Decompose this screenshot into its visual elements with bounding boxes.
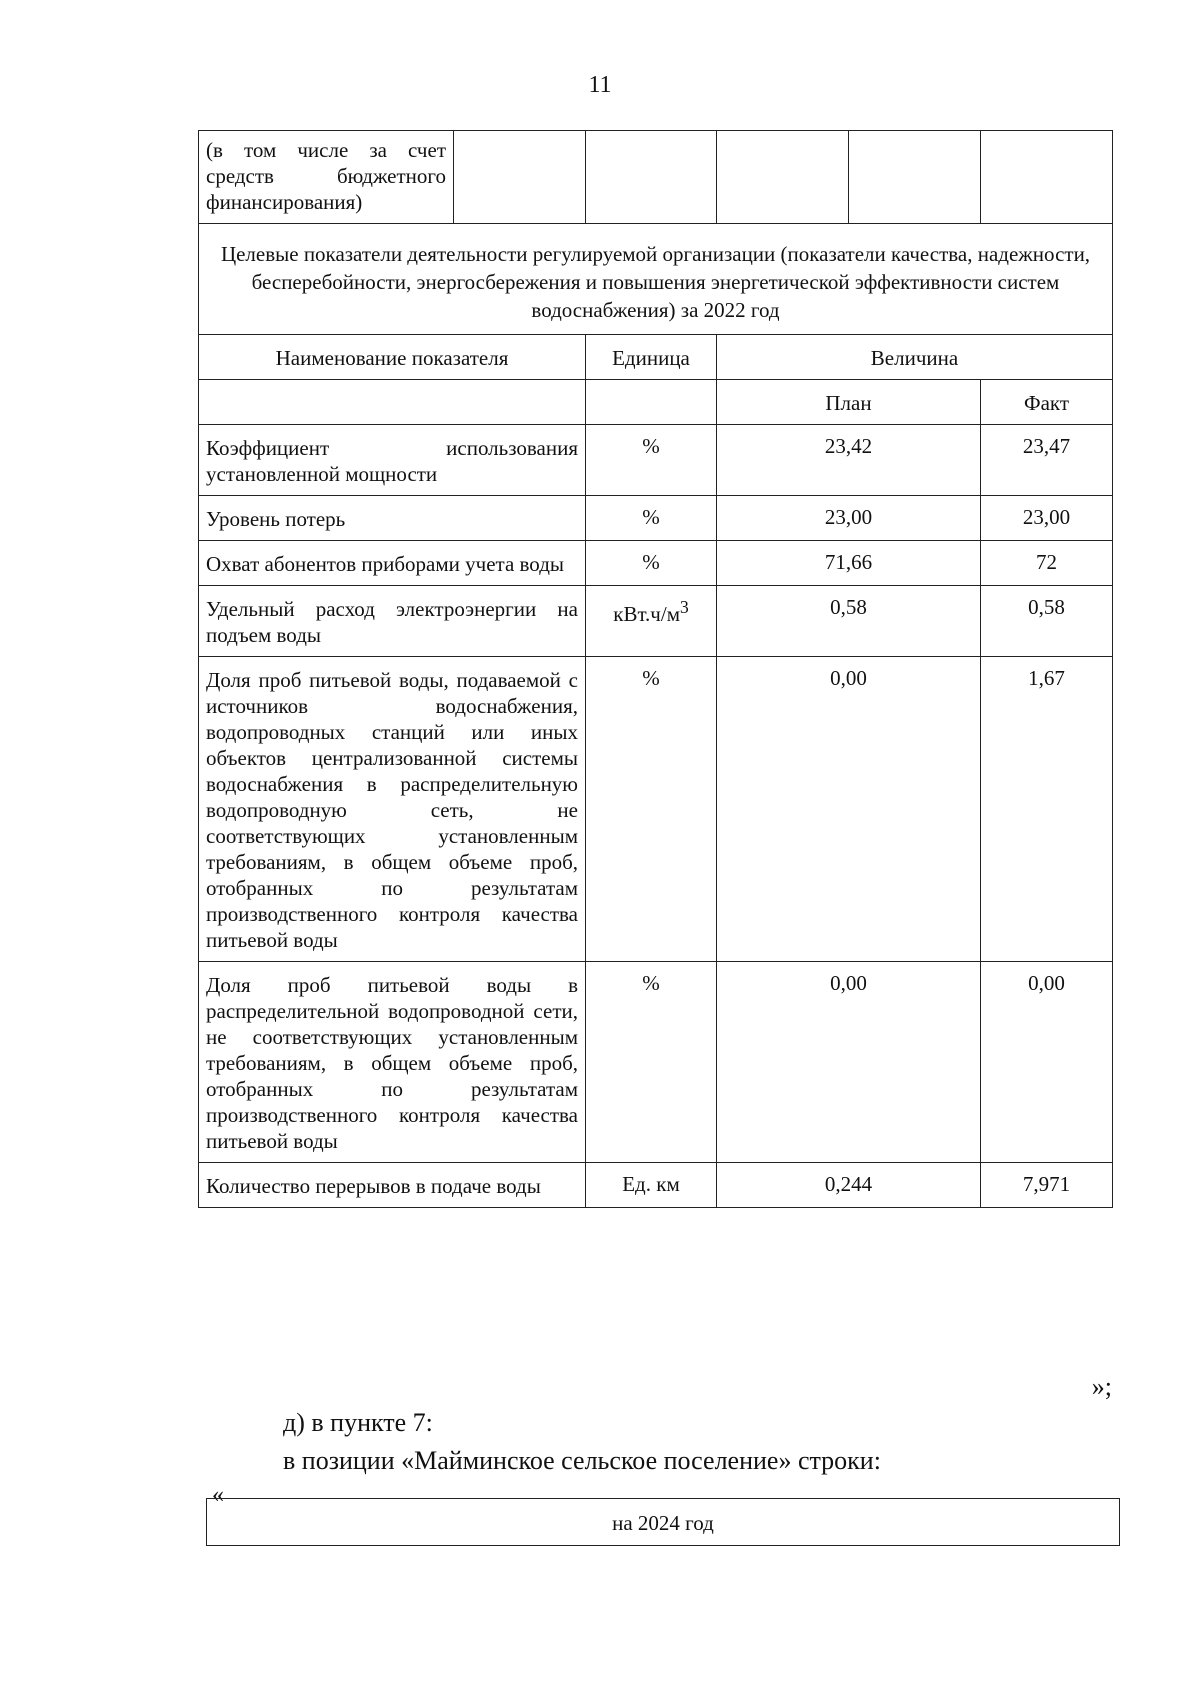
indicator-plan: 23,42 xyxy=(717,425,981,496)
header-fact: Факт xyxy=(981,380,1113,425)
item-position-text: в позиции «Майминское сельское поселение» строки: xyxy=(283,1446,881,1475)
item-d-text: д) в пункте 7: xyxy=(283,1408,433,1437)
indicator-fact: 0,58 xyxy=(981,586,1113,657)
indicator-plan: 0,00 xyxy=(717,657,981,962)
table-row xyxy=(199,425,1113,496)
indicator-unit xyxy=(586,586,717,657)
indicators-table xyxy=(198,130,1113,1208)
section-title: Целевые показатели деятельности регулируемой организации (показатели качества, надежности, бесперебойности, энергосбережения и повышения энергетической эффективности систем водоснабжения) за 2022 год xyxy=(199,224,1113,335)
indicator-name: Коэффициент использования установленной мощности xyxy=(199,425,586,496)
subheader-row xyxy=(199,380,1113,425)
budget-label-cell xyxy=(199,131,454,224)
indicator-name: Количество перерывов в подаче воды xyxy=(199,1163,586,1208)
empty-cell xyxy=(454,131,586,224)
table-row xyxy=(199,962,1113,1163)
header-value: Величина xyxy=(717,335,1113,380)
table-row xyxy=(199,541,1113,586)
indicator-fact: 1,67 xyxy=(981,657,1113,962)
table-row xyxy=(199,586,1113,657)
empty-cell xyxy=(849,131,981,224)
table-row xyxy=(199,657,1113,962)
opening-quote: « xyxy=(212,1482,224,1508)
indicator-plan: 0,00 xyxy=(717,962,981,1163)
indicator-unit: Ед. км xyxy=(586,1163,717,1208)
empty-cell xyxy=(586,380,717,425)
empty-cell xyxy=(981,131,1113,224)
table-row-budget xyxy=(199,131,1113,224)
indicator-unit: % xyxy=(586,425,717,496)
header-plan: План xyxy=(717,380,981,425)
empty-cell xyxy=(717,131,849,224)
indicator-fact: 23,00 xyxy=(981,496,1113,541)
empty-cell xyxy=(586,131,717,224)
indicator-plan: 0,58 xyxy=(717,586,981,657)
indicator-fact: 7,971 xyxy=(981,1163,1113,1208)
indicator-unit: % xyxy=(586,657,717,962)
unit-superscript: 3 xyxy=(680,597,689,617)
page-number: 11 xyxy=(588,72,612,98)
indicator-plan: 23,00 xyxy=(717,496,981,541)
closing-quote: »; xyxy=(1091,1372,1112,1401)
indicator-name: Охват абонентов приборами учета воды xyxy=(199,541,586,586)
year-box: на 2024 год xyxy=(206,1498,1120,1546)
indicator-plan: 71,66 xyxy=(717,541,981,586)
indicator-plan: 0,244 xyxy=(717,1163,981,1208)
header-unit: Единица xyxy=(586,335,717,380)
budget-label: (в том числе за счет средств бюджетного финансирования) xyxy=(206,138,446,214)
header-name: Наименование показателя xyxy=(199,335,586,380)
unit-base: кВт.ч/м xyxy=(613,602,680,626)
indicator-unit: % xyxy=(586,541,717,586)
indicator-name: Доля проб питьевой воды, подаваемой с источников водоснабжения, водопроводных станций или иных объектов централизованной системы водоснабжения в распределительную водопроводную сеть, не соответствующих установленным требованиям, в общем объеме проб, отобранных по результатам производственного контроля качества питьевой воды xyxy=(199,657,586,962)
section-title-row xyxy=(199,224,1113,335)
indicator-fact: 23,47 xyxy=(981,425,1113,496)
indicator-name: Уровень потерь xyxy=(199,496,586,541)
indicator-fact: 0,00 xyxy=(981,962,1113,1163)
indicator-name: Доля проб питьевой воды в распределительной водопроводной сети, не соответствующих установленным требованиям, в общем объеме проб, отобранных по результатам производственного контроля качества питьевой воды xyxy=(199,962,586,1163)
indicator-fact: 72 xyxy=(981,541,1113,586)
indicator-unit: % xyxy=(586,962,717,1163)
table-row xyxy=(199,496,1113,541)
table-row xyxy=(199,1163,1113,1208)
header-row xyxy=(199,335,1113,380)
indicator-name: Удельный расход электроэнергии на подъем воды xyxy=(199,586,586,657)
empty-cell xyxy=(199,380,586,425)
indicator-unit: % xyxy=(586,496,717,541)
